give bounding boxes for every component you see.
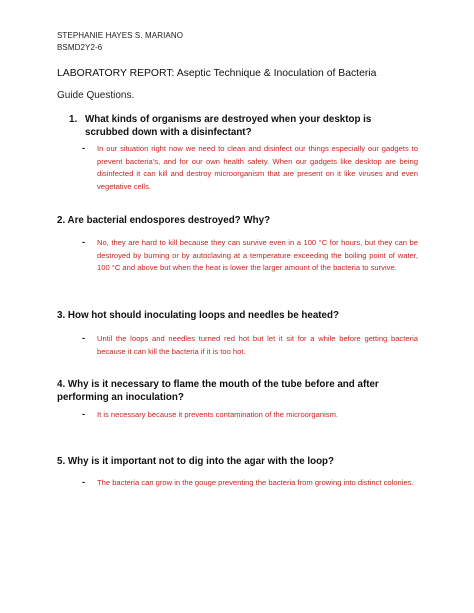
answer-text: No, they are hard to kill because they can survive even in a 100 °C for hours, but they can be destroyed by burning or by autoclaving at a temperature exceeding the boiling point of water, 100 °C and above but when the heat is lower the larger amount of the bacteria to survive. bbox=[97, 238, 418, 273]
answer-text: The bacteria can grow in the gouge preventing the bacteria from growing into distinct colonies. bbox=[97, 478, 414, 487]
bullet-dash: - bbox=[82, 143, 86, 154]
question-3 bbox=[57, 309, 417, 322]
question-number: 3. bbox=[57, 310, 66, 321]
question-text: Why is it necessary to flame the mouth of the tube before and after performing an inoculation? bbox=[57, 379, 379, 403]
question-text: Are bacterial endospores destroyed? Why? bbox=[67, 215, 271, 226]
question-4 bbox=[57, 378, 417, 404]
bullet-dash: - bbox=[82, 477, 86, 488]
answer-4 bbox=[82, 409, 418, 422]
question-number: 4. bbox=[57, 379, 66, 390]
question-number: 1. bbox=[69, 114, 78, 125]
answer-5 bbox=[82, 477, 418, 490]
student-name: STEPHANIE HAYES S. MARIANO bbox=[57, 31, 184, 40]
answer-1 bbox=[82, 143, 418, 193]
question-number: 2. bbox=[57, 215, 66, 226]
answer-text: In our situation right now we need to clean and disinfect our things especially our gadgets to prevent bacteria’s, and for our own health safety. When our gadgets like desktop are being disinfected it can kill and destroy microorganism that are present on it like viruses and even vegetative cells. bbox=[97, 144, 418, 191]
bullet-dash: - bbox=[82, 333, 86, 344]
report-title: LABORATORY REPORT: Aseptic Technique & Inoculation of Bacteria bbox=[57, 68, 377, 79]
question-1 bbox=[69, 113, 429, 139]
bullet-dash: - bbox=[82, 409, 86, 420]
answer-2 bbox=[82, 237, 418, 275]
guide-label: Guide Questions. bbox=[57, 90, 135, 101]
answer-text: It is necessary because it prevents contamination of the microorganism. bbox=[97, 410, 339, 419]
question-2 bbox=[57, 214, 417, 227]
answer-text: Until the loops and needles turned red hot but let it sit for a while before getting bacteria because it can kill the bacteria if it is too hot. bbox=[97, 334, 418, 356]
question-text: What kinds of organisms are destroyed when your desktop is scrubbed down with a disinfectant? bbox=[85, 114, 372, 138]
student-section: BSMD2Y2-6 bbox=[57, 43, 103, 52]
answer-3 bbox=[82, 333, 418, 358]
question-5 bbox=[57, 455, 417, 468]
question-text: Why is it important not to dig into the agar with the loop? bbox=[67, 456, 335, 467]
bullet-dash: - bbox=[82, 237, 86, 248]
question-number: 5. bbox=[57, 456, 66, 467]
question-text: How hot should inoculating loops and needles be heated? bbox=[67, 310, 339, 321]
